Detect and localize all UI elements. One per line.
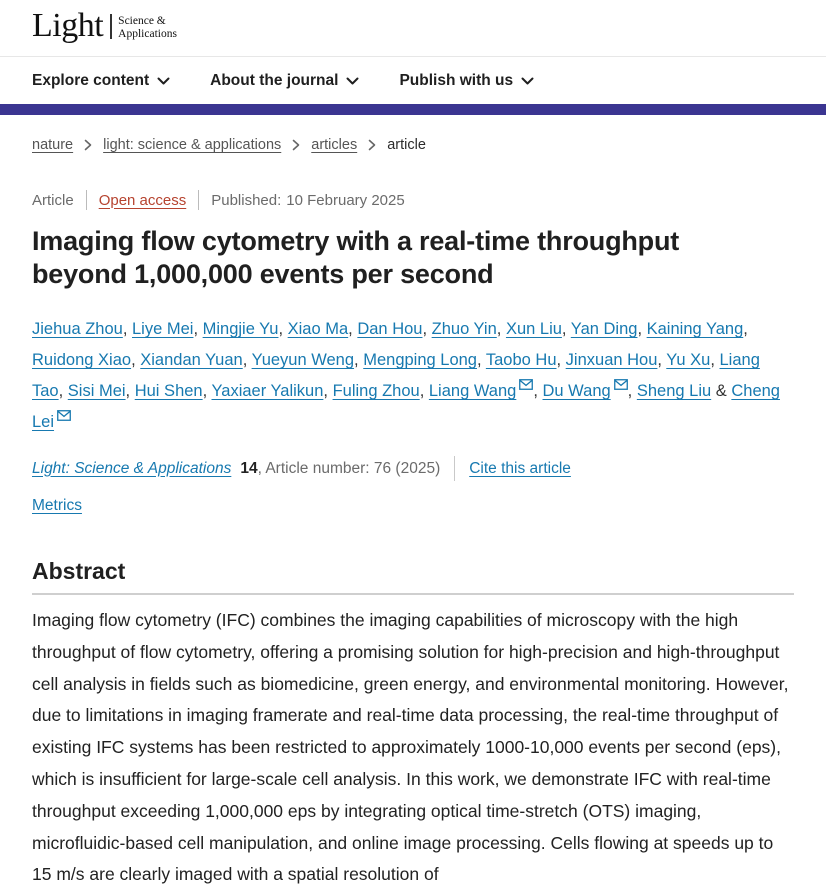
article-number-text: , Article number: 76 (2025) (257, 459, 441, 477)
article-page (0, 137, 826, 891)
site-header (0, 0, 826, 115)
author-link[interactable]: Yu Xu (666, 351, 711, 369)
author-link[interactable]: Cheng Lei (32, 382, 780, 431)
author-link[interactable]: Taobo Hu (485, 351, 557, 369)
author-link[interactable]: Xiandan Yuan (140, 351, 243, 369)
nav-publish-with-us[interactable] (399, 72, 534, 90)
nav-publish-with-us-label: Publish with us (399, 71, 514, 89)
journal-link[interactable]: Light: Science & Applications (32, 459, 232, 477)
author-link[interactable]: Dan Hou (357, 320, 423, 338)
email-icon[interactable] (519, 379, 533, 390)
logo-light-text: Light (32, 7, 104, 44)
author-link[interactable]: Du Wang (542, 382, 611, 400)
citation-row (32, 456, 794, 481)
nav-explore-content-label: Explore content (32, 71, 150, 89)
metrics-row (32, 497, 794, 516)
breadcrumb-link-nature[interactable]: nature (32, 137, 74, 153)
logo-subtitle-line1: Science & (118, 15, 166, 27)
article-title: Imaging flow cytometry with a real-time throughput beyond 1,000,000 events per second (32, 226, 680, 289)
author-link[interactable]: Xun Liu (505, 320, 562, 338)
metrics-link[interactable]: Metrics (32, 497, 82, 514)
author-link[interactable]: Jinxuan Hou (565, 351, 658, 369)
article-meta-row (32, 190, 794, 210)
author-link[interactable]: Yan Ding (570, 320, 638, 338)
author-link[interactable]: Sisi Mei (67, 382, 126, 400)
author-link[interactable]: Mengping Long (363, 351, 477, 369)
author-link[interactable]: Mingjie Yu (202, 320, 279, 338)
meta-divider (86, 190, 87, 210)
author-link[interactable]: Liang Wang (428, 382, 517, 400)
author-link[interactable]: Zhuo Yin (431, 320, 497, 338)
published-label: Published: (211, 191, 282, 209)
cite-this-article-link[interactable]: Cite this article (469, 459, 571, 477)
chevron-right-icon (292, 139, 300, 151)
journal-logo[interactable] (32, 9, 177, 43)
author-list: Jiehua Zhou, Liye Mei, Mingjie Yu, Xiao Ma, Dan Hou, Zhuo Yin, Xun Liu, Yan Ding, Kaining Yang, Ruidong Xiao, Xiandan Yuan, Yueyun Weng, Mengping Long, Taobo Hu, Jinxuan Hou, Yu Xu, Liang Tao, Sisi Mei, Hui Shen, Yaxiaer Yalikun, Fuling Zhou, Liang Wang , Du Wang , Sheng Liu & Cheng Lei (32, 320, 780, 431)
author-link[interactable]: Ruidong Xiao (32, 351, 132, 369)
nav-about-the-journal-label: About the journal (210, 71, 339, 89)
abstract-heading: Abstract (32, 558, 126, 584)
chevron-down-icon (157, 77, 170, 85)
chevron-right-icon (368, 139, 376, 151)
chevron-down-icon (346, 77, 359, 85)
author-link[interactable]: Yueyun Weng (251, 351, 355, 369)
breadcrumb-link-articles[interactable]: articles (311, 137, 358, 153)
logo-subtitle (118, 9, 177, 40)
chevron-right-icon (84, 139, 92, 151)
main-nav (0, 57, 826, 104)
email-icon[interactable] (57, 410, 71, 421)
article-type-label: Article (32, 191, 74, 209)
author-link[interactable]: Liye Mei (132, 320, 194, 338)
author-link[interactable]: Fuling Zhou (332, 382, 420, 400)
breadcrumb-link-journal[interactable]: light: science & applications (103, 137, 282, 153)
author-link[interactable]: Xiao Ma (287, 320, 349, 338)
breadcrumb (32, 137, 794, 153)
logo-divider (110, 14, 112, 39)
journal-accent-bar (0, 104, 826, 115)
author-link[interactable]: Hui Shen (134, 382, 203, 400)
logo-subtitle-line2: Applications (118, 27, 177, 40)
volume-number: 14 (240, 459, 258, 477)
published-date: 10 February 2025 (286, 191, 405, 209)
author-link[interactable]: Sheng Liu (636, 382, 712, 400)
nav-about-the-journal[interactable] (210, 72, 359, 90)
email-icon[interactable] (614, 379, 628, 390)
author-link[interactable]: Jiehua Zhou (32, 320, 123, 338)
author-link[interactable]: Kaining Yang (646, 320, 744, 338)
open-access-link[interactable]: Open access (98, 191, 187, 209)
chevron-down-icon (521, 77, 534, 85)
author-link[interactable]: Liang Tao (32, 351, 760, 400)
author-link[interactable]: Yaxiaer Yalikun (211, 382, 324, 400)
logo-row (0, 0, 826, 57)
citation-divider (454, 456, 455, 481)
nav-explore-content[interactable] (32, 72, 170, 90)
abstract-text: Imaging flow cytometry (IFC) combines the imaging capabilities of microscopy with the high throughput of flow cytometry, offering a promising solution for high-precision and high-throughput cell analysis in fields such as biomedicine, green energy, and environmental monitoring. However, due to limitations in imaging framerate and real-time data processing, the real-time throughput of existing IFC systems has been restricted to approximately 1000-10,000 events per second (eps), which is insufficient for large-scale cell analysis. In this work, we demonstrate IFC with real-time throughput exceeding 1,000,000 eps by integrating optical time-stretch (OTS) imaging, microfluidic-based cell manipulation, and online image processing. Cells flowing at speeds up to 15 m/s are clearly imaged with a spatial resolution of (32, 610, 789, 885)
abstract-divider (32, 593, 794, 595)
breadcrumb-current-article: article (387, 137, 426, 153)
meta-divider (198, 190, 199, 210)
